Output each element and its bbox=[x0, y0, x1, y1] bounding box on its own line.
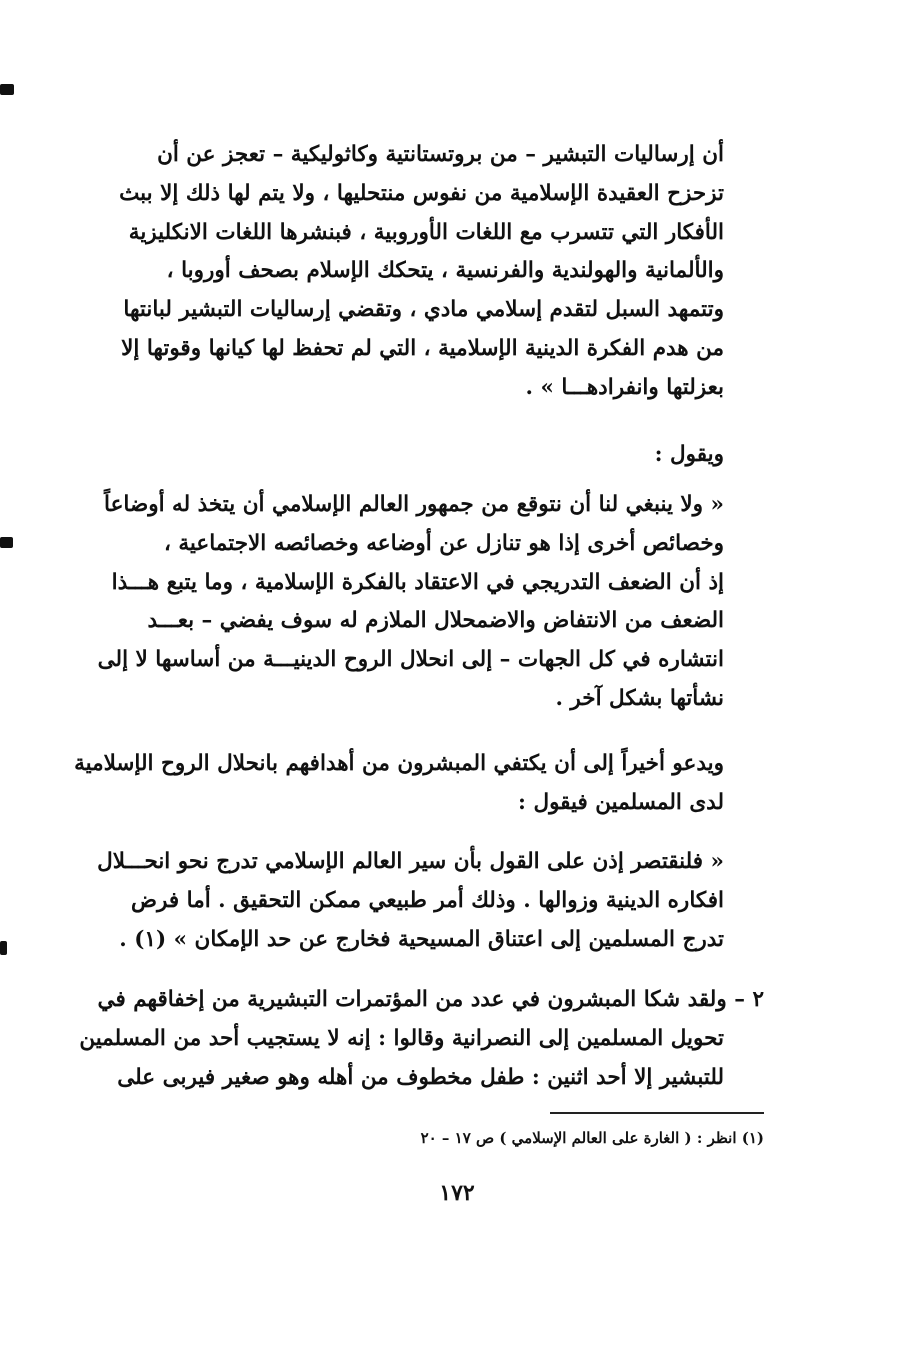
text-line: افكاره الدينية وزوالها . وذلك أمر طبيعي ممكن التحقيق . أما فرض bbox=[131, 887, 724, 913]
text-line: والألمانية والهولندية والفرنسية ، يتحكك الإسلام بصحف أوروبا ، bbox=[166, 258, 724, 284]
text-line: وتتمهد السبل لتقدم إسلامي مادي ، وتقضي إرساليات التبشير لبانتها bbox=[123, 297, 724, 323]
text-line: إذ أن الضعف التدريجي في الاعتقاد بالفكرة الإسلامية ، وما يتبع هـــذا bbox=[111, 569, 724, 595]
quote-1 bbox=[96, 486, 724, 719]
text-line: تدرج المسلمين إلى اعتناق المسيحية فخارج عن حد الإمكان » (١) . bbox=[119, 926, 724, 952]
paragraph-2 bbox=[96, 436, 724, 475]
footnote-divider bbox=[550, 1112, 764, 1114]
text-line: تزحزح العقيدة الإسلامية من نفوس منتحليها ، ولا يتم لها ذلك إلا ببث bbox=[119, 180, 724, 206]
text-line: ٢ – ولقد شكا المبشرون في عدد من المؤتمرات التبشيرية من إخفاقهم في bbox=[97, 987, 764, 1012]
text-line: ويقول : bbox=[654, 442, 724, 467]
text-line: وخصائص أخرى إذا هو تنازل عن أوضاعه وخصائصه الاجتماعية ، bbox=[163, 530, 724, 556]
text-line: « ولا ينبغي لنا أن نتوقع من جمهور العالم الإسلامي أن يتخذ له أوضاعاً bbox=[104, 492, 724, 517]
text-line: ويدعو أخيراً إلى أن يكتفي المبشرون من أهدافهم بانحلال الروح الإسلامية bbox=[74, 751, 724, 776]
paragraph-4 bbox=[79, 981, 764, 1097]
footnote: (١) انظر : ( الغارة على العالم الإسلامي ) ص ١٧ – ٢٠ bbox=[420, 1129, 764, 1147]
text-line: من هدم الفكرة الدينية الإسلامية ، التي لم تحفظ لها كيانها وقوتها إلا bbox=[121, 335, 724, 361]
quote-2 bbox=[96, 843, 724, 959]
text-line: أن إرساليات التبشير – من بروتستانتية وكاثوليكية – تعجز عن أن bbox=[157, 142, 724, 167]
text-line: للتبشير إلا أحد اثنين : طفل مخطوف من أهله وهو صغير فيربى على bbox=[117, 1064, 724, 1090]
text-line: الأفكار التي تتسرب مع اللغات الأوروبية ، فبنشرها اللغات الانكليزية bbox=[128, 219, 724, 245]
paragraph-1 bbox=[96, 136, 724, 408]
scan-mark-top bbox=[0, 84, 14, 95]
scan-mark-middle bbox=[0, 537, 13, 548]
text-line: نشأتها بشكل آخر . bbox=[555, 685, 724, 711]
text-line: انتشاره في كل الجهات – إلى انحلال الروح الدينيـــة من أساسها لا إلى bbox=[97, 647, 724, 673]
text-line: الضعف من الانتفاض والاضمحلال الملازم له سوف يفضي – بعـــد bbox=[147, 608, 724, 634]
text-line: بعزلتها وانفرادهـــا » . bbox=[525, 374, 724, 400]
text-line: تحويل المسلمين إلى النصرانية وقالوا : إنه لا يستجيب أحد من المسلمين bbox=[79, 1025, 724, 1051]
text-line: لدى المسلمين فيقول : bbox=[518, 789, 724, 815]
paragraph-3 bbox=[74, 745, 724, 823]
scan-mark-bottom bbox=[0, 941, 7, 955]
text-line: « فلنقتصر إذن على القول بأن سير العالم الإسلامي تدرج نحو انحـــلال bbox=[97, 849, 724, 874]
page-number: ١٧٢ bbox=[439, 1180, 475, 1206]
